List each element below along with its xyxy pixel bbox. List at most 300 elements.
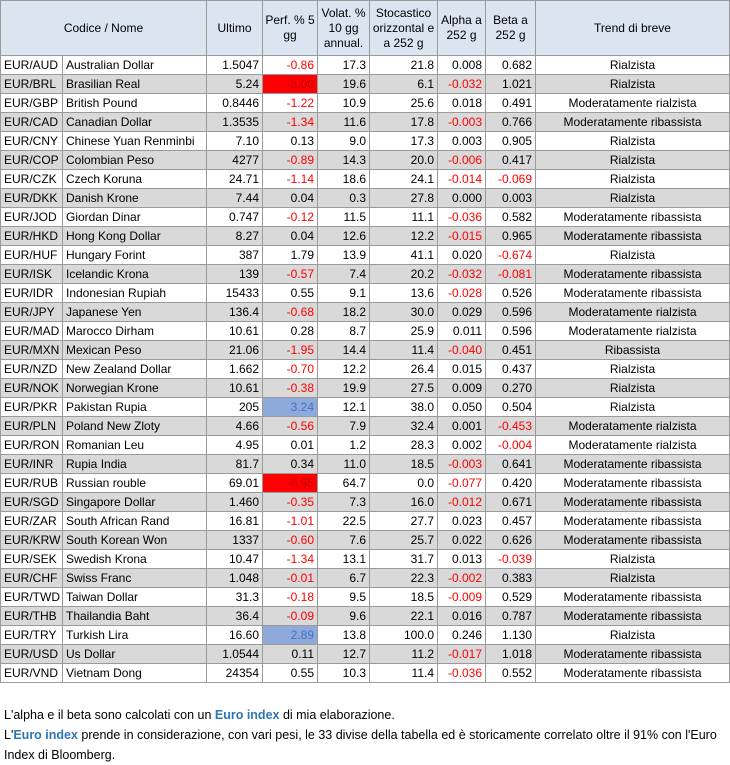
cell-volatility: 13.8 bbox=[318, 626, 370, 645]
cell-name: Pakistan Rupia bbox=[63, 398, 207, 417]
cell-code: EUR/JPY bbox=[1, 303, 63, 322]
cell-perf: -0.09 bbox=[263, 607, 318, 626]
cell-volatility: 13.9 bbox=[318, 246, 370, 265]
col-header-beta: Beta a 252 g bbox=[486, 1, 536, 56]
cell-name: Danish Krone bbox=[63, 189, 207, 208]
cell-code: EUR/USD bbox=[1, 645, 63, 664]
cell-stochastic: 11.2 bbox=[370, 645, 438, 664]
cell-alpha: 0.001 bbox=[438, 417, 486, 436]
table-row bbox=[1, 56, 730, 75]
cell-name: Marocco Dirham bbox=[63, 322, 207, 341]
cell-alpha: 0.018 bbox=[438, 94, 486, 113]
table-row bbox=[1, 493, 730, 512]
cell-beta: 0.641 bbox=[486, 455, 536, 474]
footnote-text: prende in considerazione, con vari pesi, le 33 divise della tabella ed è storicamente correlato oltre il 91% con l'Euro Index di Bloomberg. bbox=[4, 728, 717, 762]
cell-name: Mexican Peso bbox=[63, 341, 207, 360]
cell-volatility: 1.2 bbox=[318, 436, 370, 455]
footnote-euro-index bbox=[4, 725, 728, 765]
table-body bbox=[1, 56, 730, 683]
cell-beta: -0.069 bbox=[486, 170, 536, 189]
cell-last: 24354 bbox=[207, 664, 263, 683]
table-row bbox=[1, 379, 730, 398]
table-row bbox=[1, 113, 730, 132]
table-row bbox=[1, 360, 730, 379]
cell-last: 205 bbox=[207, 398, 263, 417]
cell-last: 1.662 bbox=[207, 360, 263, 379]
cell-code: EUR/PLN bbox=[1, 417, 63, 436]
cell-trend: Moderatamente ribassista bbox=[536, 265, 730, 284]
cell-stochastic: 100.0 bbox=[370, 626, 438, 645]
cell-code: EUR/VND bbox=[1, 664, 63, 683]
cell-stochastic: 38.0 bbox=[370, 398, 438, 417]
cell-trend: Moderatamente ribassista bbox=[536, 664, 730, 683]
cell-beta: -0.004 bbox=[486, 436, 536, 455]
cell-alpha: -0.006 bbox=[438, 151, 486, 170]
cell-last: 387 bbox=[207, 246, 263, 265]
cell-volatility: 7.3 bbox=[318, 493, 370, 512]
cell-code: EUR/IDR bbox=[1, 284, 63, 303]
cell-alpha: 0.003 bbox=[438, 132, 486, 151]
cell-name: South African Rand bbox=[63, 512, 207, 531]
cell-volatility: 9.0 bbox=[318, 132, 370, 151]
cell-volatility: 18.2 bbox=[318, 303, 370, 322]
cell-alpha: -0.017 bbox=[438, 645, 486, 664]
cell-last: 36.4 bbox=[207, 607, 263, 626]
table-row bbox=[1, 588, 730, 607]
cell-beta: 0.965 bbox=[486, 227, 536, 246]
cell-alpha: -0.040 bbox=[438, 341, 486, 360]
cell-code: EUR/HUF bbox=[1, 246, 63, 265]
cell-alpha: 0.008 bbox=[438, 56, 486, 75]
cell-trend: Rialzista bbox=[536, 398, 730, 417]
cell-stochastic: 27.5 bbox=[370, 379, 438, 398]
cell-alpha: 0.023 bbox=[438, 512, 486, 531]
cell-alpha: 0.002 bbox=[438, 436, 486, 455]
cell-name: Thailandia Baht bbox=[63, 607, 207, 626]
cell-volatility: 18.6 bbox=[318, 170, 370, 189]
cell-trend: Rialzista bbox=[536, 550, 730, 569]
cell-last: 136.4 bbox=[207, 303, 263, 322]
cell-stochastic: 13.6 bbox=[370, 284, 438, 303]
table-row bbox=[1, 626, 730, 645]
cell-code: EUR/RON bbox=[1, 436, 63, 455]
cell-last: 15433 bbox=[207, 284, 263, 303]
table-row bbox=[1, 417, 730, 436]
cell-name: Swiss Franc bbox=[63, 569, 207, 588]
cell-perf: 2.89 bbox=[263, 626, 318, 645]
cell-code: EUR/SEK bbox=[1, 550, 63, 569]
col-header-alpha: Alpha a 252 g bbox=[438, 1, 486, 56]
cell-stochastic: 12.2 bbox=[370, 227, 438, 246]
cell-volatility: 9.6 bbox=[318, 607, 370, 626]
cell-alpha: -0.077 bbox=[438, 474, 486, 493]
cell-trend: Ribassista bbox=[536, 341, 730, 360]
cell-code: EUR/ZAR bbox=[1, 512, 63, 531]
table-row bbox=[1, 265, 730, 284]
table-row bbox=[1, 170, 730, 189]
table-row bbox=[1, 132, 730, 151]
cell-code: EUR/CHF bbox=[1, 569, 63, 588]
cell-stochastic: 30.0 bbox=[370, 303, 438, 322]
cell-volatility: 7.9 bbox=[318, 417, 370, 436]
cell-code: EUR/AUD bbox=[1, 56, 63, 75]
cell-trend: Rialzista bbox=[536, 189, 730, 208]
cell-perf: -0.12 bbox=[263, 208, 318, 227]
cell-last: 4.66 bbox=[207, 417, 263, 436]
cell-beta: 0.905 bbox=[486, 132, 536, 151]
cell-code: EUR/ISK bbox=[1, 265, 63, 284]
cell-beta: 0.383 bbox=[486, 569, 536, 588]
table-row bbox=[1, 512, 730, 531]
table-row bbox=[1, 398, 730, 417]
cell-name: Icelandic Krona bbox=[63, 265, 207, 284]
cell-stochastic: 21.8 bbox=[370, 56, 438, 75]
cell-volatility: 7.4 bbox=[318, 265, 370, 284]
cell-beta: 0.682 bbox=[486, 56, 536, 75]
cell-perf: -0.56 bbox=[263, 417, 318, 436]
cell-code: EUR/JOD bbox=[1, 208, 63, 227]
cell-perf: -0.86 bbox=[263, 56, 318, 75]
cell-trend: Moderatamente rialzista bbox=[536, 436, 730, 455]
cell-last: 8.27 bbox=[207, 227, 263, 246]
cell-last: 24.71 bbox=[207, 170, 263, 189]
cell-trend: Moderatamente ribassista bbox=[536, 455, 730, 474]
cell-stochastic: 20.0 bbox=[370, 151, 438, 170]
cell-volatility: 6.7 bbox=[318, 569, 370, 588]
cell-perf: -0.57 bbox=[263, 265, 318, 284]
cell-alpha: 0.011 bbox=[438, 322, 486, 341]
cell-code: EUR/BRL bbox=[1, 75, 63, 94]
cell-beta: 0.529 bbox=[486, 588, 536, 607]
cell-perf: -0.70 bbox=[263, 360, 318, 379]
cell-last: 0.747 bbox=[207, 208, 263, 227]
cell-stochastic: 11.1 bbox=[370, 208, 438, 227]
table-header-row bbox=[1, 1, 730, 56]
cell-name: Russian rouble bbox=[63, 474, 207, 493]
cell-trend: Moderatamente ribassista bbox=[536, 208, 730, 227]
cell-stochastic: 0.0 bbox=[370, 474, 438, 493]
cell-perf: -0.89 bbox=[263, 151, 318, 170]
euro-index-label: Euro index bbox=[13, 728, 78, 742]
cell-stochastic: 11.4 bbox=[370, 341, 438, 360]
cell-trend: Moderatamente ribassista bbox=[536, 531, 730, 550]
cell-alpha: -0.036 bbox=[438, 664, 486, 683]
cell-name: Czech Koruna bbox=[63, 170, 207, 189]
cell-volatility: 9.5 bbox=[318, 588, 370, 607]
cell-trend: Rialzista bbox=[536, 569, 730, 588]
cell-last: 1.5047 bbox=[207, 56, 263, 75]
cell-perf: 0.11 bbox=[263, 645, 318, 664]
cell-code: EUR/TWD bbox=[1, 588, 63, 607]
cell-code: EUR/GBP bbox=[1, 94, 63, 113]
footnote-alpha-beta bbox=[4, 705, 728, 725]
cell-volatility: 12.7 bbox=[318, 645, 370, 664]
cell-trend: Rialzista bbox=[536, 246, 730, 265]
cell-stochastic: 20.2 bbox=[370, 265, 438, 284]
cell-beta: 0.437 bbox=[486, 360, 536, 379]
cell-stochastic: 41.1 bbox=[370, 246, 438, 265]
cell-stochastic: 6.1 bbox=[370, 75, 438, 94]
cell-code: EUR/DKK bbox=[1, 189, 63, 208]
cell-volatility: 9.1 bbox=[318, 284, 370, 303]
cell-trend: Rialzista bbox=[536, 379, 730, 398]
cell-trend: Rialzista bbox=[536, 75, 730, 94]
cell-perf: -0.68 bbox=[263, 303, 318, 322]
cell-volatility: 19.6 bbox=[318, 75, 370, 94]
cell-perf: -0.18 bbox=[263, 588, 318, 607]
cell-perf: -1.34 bbox=[263, 113, 318, 132]
cell-stochastic: 18.5 bbox=[370, 588, 438, 607]
table-row bbox=[1, 664, 730, 683]
table-row bbox=[1, 227, 730, 246]
cell-volatility: 12.1 bbox=[318, 398, 370, 417]
cell-perf: -0.01 bbox=[263, 569, 318, 588]
cell-last: 5.24 bbox=[207, 75, 263, 94]
cell-perf: 0.04 bbox=[263, 227, 318, 246]
cell-alpha: -0.032 bbox=[438, 265, 486, 284]
cell-code: EUR/HKD bbox=[1, 227, 63, 246]
cell-perf: 0.13 bbox=[263, 132, 318, 151]
cell-beta: 0.626 bbox=[486, 531, 536, 550]
cell-perf: -3.00 bbox=[263, 75, 318, 94]
cell-last: 1337 bbox=[207, 531, 263, 550]
cell-name: Giordan Dinar bbox=[63, 208, 207, 227]
cell-alpha: -0.028 bbox=[438, 284, 486, 303]
cell-beta: 0.504 bbox=[486, 398, 536, 417]
cell-code: EUR/PKR bbox=[1, 398, 63, 417]
col-header-volatility: Volat. % 10 gg annual. bbox=[318, 1, 370, 56]
cell-beta: 0.552 bbox=[486, 664, 536, 683]
cell-trend: Moderatamente rialzista bbox=[536, 417, 730, 436]
cell-name: Us Dollar bbox=[63, 645, 207, 664]
cell-perf: -0.38 bbox=[263, 379, 318, 398]
table-row bbox=[1, 436, 730, 455]
cell-beta: -0.453 bbox=[486, 417, 536, 436]
cell-code: EUR/SGD bbox=[1, 493, 63, 512]
cell-name: Rupia India bbox=[63, 455, 207, 474]
cell-trend: Moderatamente ribassista bbox=[536, 645, 730, 664]
cell-code: EUR/COP bbox=[1, 151, 63, 170]
cell-code: EUR/NZD bbox=[1, 360, 63, 379]
cell-name: Romanian Leu bbox=[63, 436, 207, 455]
cell-trend: Rialzista bbox=[536, 56, 730, 75]
cell-volatility: 11.0 bbox=[318, 455, 370, 474]
cell-stochastic: 26.4 bbox=[370, 360, 438, 379]
cell-name: Indonesian Rupiah bbox=[63, 284, 207, 303]
cell-name: Canadian Dollar bbox=[63, 113, 207, 132]
col-header-code-name: Codice / Nome bbox=[1, 1, 207, 56]
cell-alpha: -0.009 bbox=[438, 588, 486, 607]
cell-trend: Moderatamente ribassista bbox=[536, 512, 730, 531]
cell-volatility: 22.5 bbox=[318, 512, 370, 531]
cell-trend: Moderatamente ribassista bbox=[536, 588, 730, 607]
cell-stochastic: 22.3 bbox=[370, 569, 438, 588]
cell-last: 7.10 bbox=[207, 132, 263, 151]
cell-beta: -0.039 bbox=[486, 550, 536, 569]
cell-name: Swedish Krona bbox=[63, 550, 207, 569]
cell-perf: -1.14 bbox=[263, 170, 318, 189]
cell-last: 21.06 bbox=[207, 341, 263, 360]
cell-perf: 0.04 bbox=[263, 189, 318, 208]
cell-name: Norwegian Krone bbox=[63, 379, 207, 398]
cell-stochastic: 11.4 bbox=[370, 664, 438, 683]
cell-alpha: -0.036 bbox=[438, 208, 486, 227]
cell-last: 10.61 bbox=[207, 379, 263, 398]
table-row bbox=[1, 75, 730, 94]
cell-beta: 0.270 bbox=[486, 379, 536, 398]
footnote-text: di mia elaborazione. bbox=[279, 708, 395, 722]
table-row bbox=[1, 284, 730, 303]
table-row bbox=[1, 189, 730, 208]
cell-trend: Moderatamente rialzista bbox=[536, 94, 730, 113]
cell-beta: 1.021 bbox=[486, 75, 536, 94]
cell-perf: -1.22 bbox=[263, 94, 318, 113]
cell-stochastic: 18.5 bbox=[370, 455, 438, 474]
cell-beta: -0.081 bbox=[486, 265, 536, 284]
cell-beta: 0.596 bbox=[486, 303, 536, 322]
cell-stochastic: 27.8 bbox=[370, 189, 438, 208]
col-header-last: Ultimo bbox=[207, 1, 263, 56]
cell-name: New Zealand Dollar bbox=[63, 360, 207, 379]
cell-alpha: -0.012 bbox=[438, 493, 486, 512]
cell-stochastic: 16.0 bbox=[370, 493, 438, 512]
cell-name: Hong Kong Dollar bbox=[63, 227, 207, 246]
table-row bbox=[1, 246, 730, 265]
cell-alpha: 0.000 bbox=[438, 189, 486, 208]
cell-trend: Moderatamente ribassista bbox=[536, 607, 730, 626]
cell-perf: -0.35 bbox=[263, 493, 318, 512]
cell-perf: 0.55 bbox=[263, 284, 318, 303]
cell-perf: 3.24 bbox=[263, 398, 318, 417]
cell-code: EUR/CNY bbox=[1, 132, 63, 151]
cell-alpha: -0.014 bbox=[438, 170, 486, 189]
cell-beta: 1.018 bbox=[486, 645, 536, 664]
cell-volatility: 64.7 bbox=[318, 474, 370, 493]
cell-last: 7.44 bbox=[207, 189, 263, 208]
cell-volatility: 11.6 bbox=[318, 113, 370, 132]
cell-trend: Moderatamente ribassista bbox=[536, 493, 730, 512]
col-header-perf: Perf. % 5 gg bbox=[263, 1, 318, 56]
cell-perf: 0.34 bbox=[263, 455, 318, 474]
cell-stochastic: 25.9 bbox=[370, 322, 438, 341]
cell-name: Japanese Yen bbox=[63, 303, 207, 322]
cell-last: 1.3535 bbox=[207, 113, 263, 132]
table-row bbox=[1, 550, 730, 569]
cell-trend: Rialzista bbox=[536, 170, 730, 189]
cell-alpha: 0.020 bbox=[438, 246, 486, 265]
cell-volatility: 14.3 bbox=[318, 151, 370, 170]
cell-last: 0.8446 bbox=[207, 94, 263, 113]
cell-trend: Moderatamente ribassista bbox=[536, 284, 730, 303]
cell-beta: 0.582 bbox=[486, 208, 536, 227]
cell-beta: 0.491 bbox=[486, 94, 536, 113]
cell-perf: 0.55 bbox=[263, 664, 318, 683]
cell-stochastic: 22.1 bbox=[370, 607, 438, 626]
cell-code: EUR/MXN bbox=[1, 341, 63, 360]
cell-alpha: 0.016 bbox=[438, 607, 486, 626]
cell-name: Turkish Lira bbox=[63, 626, 207, 645]
cell-beta: 0.671 bbox=[486, 493, 536, 512]
cell-code: EUR/MAD bbox=[1, 322, 63, 341]
cell-volatility: 12.2 bbox=[318, 360, 370, 379]
cell-alpha: -0.032 bbox=[438, 75, 486, 94]
cell-stochastic: 25.6 bbox=[370, 94, 438, 113]
cell-beta: -0.674 bbox=[486, 246, 536, 265]
cell-code: EUR/KRW bbox=[1, 531, 63, 550]
cell-beta: 1.130 bbox=[486, 626, 536, 645]
cell-last: 16.81 bbox=[207, 512, 263, 531]
cell-last: 4277 bbox=[207, 151, 263, 170]
table-row bbox=[1, 341, 730, 360]
cell-name: South Korean Won bbox=[63, 531, 207, 550]
cell-alpha: 0.029 bbox=[438, 303, 486, 322]
cell-last: 69.01 bbox=[207, 474, 263, 493]
cell-volatility: 12.6 bbox=[318, 227, 370, 246]
cell-trend: Moderatamente ribassista bbox=[536, 474, 730, 493]
cell-code: EUR/INR bbox=[1, 455, 63, 474]
cell-alpha: 0.050 bbox=[438, 398, 486, 417]
cell-alpha: 0.013 bbox=[438, 550, 486, 569]
cell-trend: Rialzista bbox=[536, 151, 730, 170]
col-header-stochastic: Stocastico orizzontal e a 252 g bbox=[370, 1, 438, 56]
cell-beta: 0.787 bbox=[486, 607, 536, 626]
cell-last: 4.95 bbox=[207, 436, 263, 455]
cell-stochastic: 25.7 bbox=[370, 531, 438, 550]
cell-trend: Rialzista bbox=[536, 626, 730, 645]
cell-last: 81.7 bbox=[207, 455, 263, 474]
cell-code: EUR/CZK bbox=[1, 170, 63, 189]
cell-volatility: 14.4 bbox=[318, 341, 370, 360]
table-row bbox=[1, 531, 730, 550]
cell-alpha: 0.246 bbox=[438, 626, 486, 645]
cell-stochastic: 17.8 bbox=[370, 113, 438, 132]
cell-code: EUR/NOK bbox=[1, 379, 63, 398]
cell-stochastic: 32.4 bbox=[370, 417, 438, 436]
euro-index-label: Euro index bbox=[214, 708, 280, 722]
cell-trend: Moderatamente ribassista bbox=[536, 227, 730, 246]
cell-perf: 0.01 bbox=[263, 436, 318, 455]
cell-last: 16.60 bbox=[207, 626, 263, 645]
cell-alpha: 0.022 bbox=[438, 531, 486, 550]
cell-volatility: 8.7 bbox=[318, 322, 370, 341]
cell-volatility: 13.1 bbox=[318, 550, 370, 569]
cell-stochastic: 24.1 bbox=[370, 170, 438, 189]
cell-alpha: -0.002 bbox=[438, 569, 486, 588]
cell-last: 10.47 bbox=[207, 550, 263, 569]
cell-trend: Moderatamente rialzista bbox=[536, 322, 730, 341]
cell-name: Brasilian Real bbox=[63, 75, 207, 94]
cell-code: EUR/THB bbox=[1, 607, 63, 626]
cell-perf: 0.28 bbox=[263, 322, 318, 341]
cell-volatility: 11.5 bbox=[318, 208, 370, 227]
cell-last: 1.0544 bbox=[207, 645, 263, 664]
cell-name: Poland New Zloty bbox=[63, 417, 207, 436]
table-row bbox=[1, 208, 730, 227]
cell-trend: Moderatamente rialzista bbox=[536, 303, 730, 322]
cell-volatility: 17.3 bbox=[318, 56, 370, 75]
cell-perf: -1.34 bbox=[263, 550, 318, 569]
cell-stochastic: 28.3 bbox=[370, 436, 438, 455]
cell-alpha: -0.003 bbox=[438, 113, 486, 132]
cell-name: Hungary Forint bbox=[63, 246, 207, 265]
cell-trend: Rialzista bbox=[536, 360, 730, 379]
footnote-text: L'alpha e il beta sono calcolati con un bbox=[4, 708, 215, 722]
cell-stochastic: 31.7 bbox=[370, 550, 438, 569]
table-row bbox=[1, 645, 730, 664]
cell-perf: -1.01 bbox=[263, 512, 318, 531]
cell-last: 31.3 bbox=[207, 588, 263, 607]
table-row bbox=[1, 474, 730, 493]
